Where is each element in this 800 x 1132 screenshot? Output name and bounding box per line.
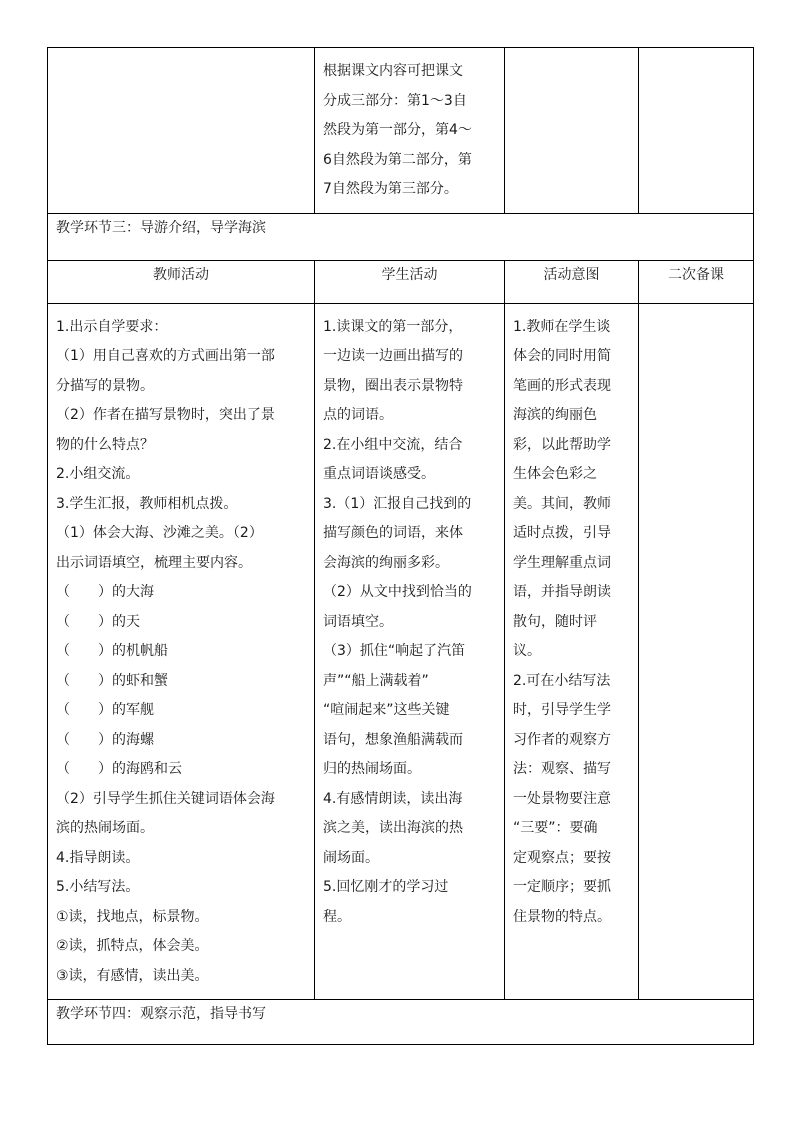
teacher-cell [48, 303, 315, 1000]
text-line: 出示词语填空，梳理主要内容。 [56, 554, 252, 571]
second-cell-continued [639, 48, 754, 214]
text-line: 一定顺序；要抓 [513, 879, 611, 895]
text-line: ①读，找地点，标景物。 [56, 908, 209, 925]
text-line: 5.小结写法。 [56, 879, 140, 895]
text-line: 分描写的景物。 [56, 377, 154, 394]
text-line: （ ）的天 [56, 613, 140, 630]
text-line: ③读，有感情，读出美。 [56, 967, 209, 984]
text-line: 适时点拨，引导 [513, 525, 611, 541]
text-line: 生体会色彩之 [513, 466, 597, 482]
text-line: 定观察点；要按 [513, 849, 611, 866]
intent-text [505, 304, 638, 941]
text-line: 住景物的特点。 [513, 908, 611, 925]
text-line: （ ）的虾和蟹 [56, 672, 168, 689]
text-line: 根据课文内容可把课文 [323, 63, 463, 79]
student-activity-text [315, 304, 504, 941]
text-line: 程。 [323, 908, 351, 925]
student-cell [315, 303, 505, 1000]
text-line: （2）引导学生抓住关键词语体会海 [56, 790, 275, 807]
second-cell [639, 303, 754, 1000]
text-line: 一边读一边画出描写的 [323, 348, 463, 364]
text-line: 会海滨的绚丽多彩。 [323, 554, 449, 571]
header-student: 学生活动 [315, 260, 505, 303]
text-line: 4.有感情朗读，读出海 [323, 790, 463, 807]
text-line: 语，并指导朗读 [513, 584, 611, 600]
text-line: ②读，抓特点，体会美。 [56, 938, 209, 954]
text-line: 2.在小组中交流，结合 [323, 436, 463, 453]
text-line: 2.可在小结写法 [513, 672, 611, 689]
text-line: 滨的热闹场面。 [56, 820, 154, 836]
text-line: 4.指导朗读。 [56, 849, 140, 866]
text-line: 6自然段为第二部分，第 [323, 151, 472, 168]
intent-cell [505, 303, 639, 1000]
text-line: 语句，想象渔船满载而 [323, 731, 463, 748]
text-line: 美。其间，教师 [513, 495, 611, 512]
text-line: （2）作者在描写景物时，突出了景 [56, 407, 275, 423]
text-line: （ ）的海螺 [56, 731, 154, 748]
text-line: 3.学生汇报，教师相机点拨。 [56, 495, 238, 512]
text-line: 闹场面。 [323, 849, 379, 866]
text-line: 一处景物要注意 [513, 790, 611, 807]
section-title-3: 教学环节三：导游介绍，导学海滨 [56, 219, 266, 236]
text-line: 1.出示自学要求： [56, 318, 168, 335]
text-line: 归的热闹场面。 [323, 761, 421, 777]
text-line: 体会的同时用简 [513, 348, 611, 364]
text-line: 分成三部分：第1～3自 [323, 92, 467, 109]
header-teacher: 教师活动 [48, 260, 315, 303]
student-text-continued [315, 48, 504, 213]
text-line: 1.读课文的第一部分， [323, 318, 463, 335]
header-second: 二次备课 [639, 260, 754, 303]
section-row-3 [48, 213, 754, 260]
text-line: “喧闹起来”这些关键 [323, 702, 450, 718]
text-line: 海滨的绚丽色 [513, 407, 597, 423]
text-line: （ ）的大海 [56, 584, 154, 600]
text-line: 滨之美，读出海滨的热 [323, 820, 463, 836]
text-line: 景物，圈出表示景物特 [323, 377, 463, 394]
text-line: 散句，随时评 [513, 613, 597, 630]
student-cell-continued [315, 48, 505, 214]
text-line: （1）体会大海、沙滩之美。（2） [56, 525, 263, 541]
text-line: 然段为第一部分，第4～ [323, 122, 472, 138]
text-line: 声”“船上满载着” [323, 672, 429, 689]
section-title-4: 教学环节四：观察示范，指导书写 [56, 1006, 266, 1022]
text-line: （1）用自己喜欢的方式画出第一部 [56, 348, 275, 364]
text-line: 彩，以此帮助学 [513, 436, 611, 453]
text-line: 法：观察、描写 [513, 761, 611, 777]
text-line: 议。 [513, 643, 541, 659]
teacher-cell-continued [48, 48, 315, 214]
main-row [48, 303, 754, 1000]
text-line: （ ）的军舰 [56, 702, 154, 718]
section-row-4 [48, 1000, 754, 1045]
text-line: 2.小组交流。 [56, 466, 140, 482]
teacher-activity-text [48, 304, 314, 1000]
text-line: （3）抓住“响起了汽笛 [323, 643, 466, 659]
text-line: 点的词语。 [323, 407, 393, 423]
text-line: 物的什么特点？ [56, 436, 154, 453]
text-line: （2）从文中找到恰当的 [323, 584, 472, 600]
text-line: 重点词语谈感受。 [323, 466, 435, 482]
text-line: 描写颜色的词语，来体 [323, 525, 463, 541]
header-row [48, 260, 754, 303]
text-line: 笔画的形式表现 [513, 377, 611, 394]
text-line: 7自然段为第三部分。 [323, 181, 458, 197]
text-line: 5.回忆刚才的学习过 [323, 879, 449, 895]
continued-row [48, 48, 754, 214]
text-line: “三要”：要确 [513, 820, 598, 836]
text-line: 3.（1）汇报自己找到的 [323, 495, 472, 512]
text-line: 词语填空。 [323, 613, 393, 630]
lesson-plan-table [47, 47, 754, 1045]
intent-cell-continued [505, 48, 639, 214]
text-line: 学生理解重点词 [513, 554, 611, 571]
header-intent: 活动意图 [505, 260, 639, 303]
text-line: （ ）的海鸥和云 [56, 761, 182, 777]
text-line: 时，引导学生学 [513, 702, 611, 718]
text-line: 习作者的观察方 [513, 731, 611, 748]
text-line: 1.教师在学生谈 [513, 318, 611, 335]
text-line: （ ）的机帆船 [56, 643, 168, 659]
